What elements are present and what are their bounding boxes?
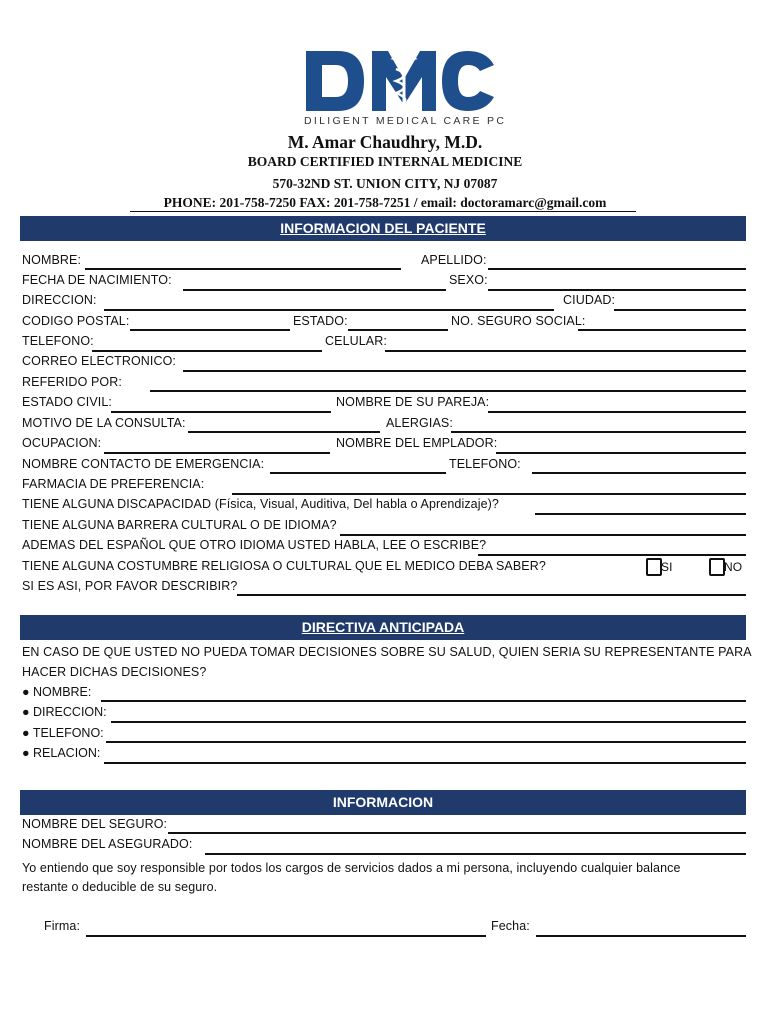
label-rep-nombre: NOMBRE: <box>33 685 92 699</box>
label-seguro: NOMBRE DEL SEGURO: <box>22 817 168 831</box>
logo <box>300 45 507 130</box>
responsibility-note-line2: restante o deducible de su seguro. <box>22 880 218 894</box>
label-ocupacion: OCUPACION: <box>22 436 102 450</box>
field-asegurado[interactable] <box>205 853 746 855</box>
label-costumbre: TIENE ALGUNA COSTUMBRE RELIGIOSA O CULTURAL QUE EL MEDICO DEBA SABER? <box>22 559 546 573</box>
field-rep-nombre[interactable] <box>101 700 746 702</box>
field-alergias[interactable] <box>451 431 746 433</box>
field-nombre[interactable] <box>85 268 401 270</box>
label-sexo: SEXO: <box>449 273 488 287</box>
bullet-nombre: ● NOMBRE: <box>22 685 92 699</box>
field-referido[interactable] <box>150 390 746 392</box>
label-barrera: TIENE ALGUNA BARRERA CULTURAL O DE IDIOMA? <box>22 518 337 532</box>
label-alergias: ALERGIAS: <box>386 416 453 430</box>
label-codigo-postal: CODIGO POSTAL: <box>22 314 130 328</box>
field-barrera[interactable] <box>340 534 746 536</box>
bullet-telefono: ● TELEFONO: <box>22 726 104 740</box>
field-codigo-postal[interactable] <box>130 329 290 331</box>
label-direccion: DIRECCION: <box>22 293 97 307</box>
field-fecha-nacimiento[interactable] <box>183 289 446 291</box>
label-describir: SI ES ASI, POR FAVOR DESCRIBIR? <box>22 579 238 593</box>
label-contacto-emergencia: NOMBRE CONTACTO DE EMERGENCIA: <box>22 457 265 471</box>
label-celular: CELULAR: <box>325 334 387 348</box>
label-fecha: Fecha: <box>491 919 530 933</box>
field-correo[interactable] <box>183 370 746 372</box>
label-apellido: APELLIDO: <box>421 253 487 267</box>
bullet-relacion: ● RELACION: <box>22 746 101 760</box>
label-no: NO <box>724 560 743 574</box>
header-divider <box>130 211 636 212</box>
label-motivo: MOTIVO DE LA CONSULTA: <box>22 416 186 430</box>
label-discapacidad: TIENE ALGUNA DISCAPACIDAD (Física, Visual, Auditiva, Del habla o Aprendizaje)? <box>22 497 499 511</box>
label-farmacia: FARMACIA DE PREFERENCIA: <box>22 477 205 491</box>
section-header-informacion: INFORMACION <box>20 790 746 815</box>
field-pareja[interactable] <box>488 411 746 413</box>
field-estado-civil[interactable] <box>111 411 331 413</box>
field-apellido[interactable] <box>488 268 746 270</box>
label-rep-relacion: RELACION: <box>33 746 101 760</box>
label-correo: CORREO ELECTRONICO: <box>22 354 176 368</box>
label-estado: ESTADO: <box>293 314 348 328</box>
label-telefono: TELEFONO: <box>22 334 94 348</box>
label-seguro-social: NO. SEGURO SOCIAL: <box>451 314 586 328</box>
field-rep-telefono[interactable] <box>106 741 746 743</box>
responsibility-note-line1: Yo entiendo que soy responsible por todos los cargos de servicios dados a mi persona, incluyendo cualquier balance <box>22 861 681 875</box>
field-telefono-emergencia[interactable] <box>532 472 746 474</box>
label-referido: REFERIDO POR: <box>22 375 122 389</box>
directiva-question-line1: EN CASO DE QUE USTED NO PUEDA TOMAR DECISIONES SOBRE SU SALUD, QUIEN SERIA SU REPRESENTANTE PARA <box>22 645 752 659</box>
field-ciudad[interactable] <box>614 309 746 311</box>
logo-tagline: DILIGENT MEDICAL CARE PC <box>304 115 507 127</box>
field-motivo[interactable] <box>188 431 380 433</box>
address: 570-32ND ST. UNION CITY, NJ 07087 <box>272 176 498 191</box>
field-firma[interactable] <box>86 935 486 937</box>
specialty: BOARD CERTIFIED INTERNAL MEDICINE <box>247 154 523 169</box>
field-describir[interactable] <box>237 594 746 596</box>
label-firma: Firma: <box>44 919 81 933</box>
field-direccion[interactable] <box>104 309 554 311</box>
checkbox-no[interactable] <box>709 558 725 576</box>
bullet-direccion: ● DIRECCION: <box>22 705 107 719</box>
field-discapacidad[interactable] <box>535 513 746 515</box>
field-idioma[interactable] <box>478 554 746 556</box>
field-rep-relacion[interactable] <box>104 762 746 764</box>
field-celular[interactable] <box>385 350 746 352</box>
label-telefono-emergencia: TELEFONO: <box>449 457 521 471</box>
label-rep-direccion: DIRECCION: <box>33 705 107 719</box>
label-asegurado: NOMBRE DEL ASEGURADO: <box>22 837 193 851</box>
field-seguro-social[interactable] <box>578 329 746 331</box>
field-rep-direccion[interactable] <box>111 721 746 723</box>
directiva-question-line2: HACER DICHAS DECISIONES? <box>22 665 207 679</box>
field-estado[interactable] <box>348 329 448 331</box>
field-contacto-emergencia[interactable] <box>270 472 446 474</box>
field-fecha[interactable] <box>536 935 746 937</box>
section-header-patient: INFORMACION DEL PACIENTE <box>20 216 746 241</box>
label-empleador: NOMBRE DEL EMPLADOR: <box>336 436 498 450</box>
dmc-logo-icon <box>300 45 500 117</box>
field-seguro[interactable] <box>168 832 746 834</box>
field-ocupacion[interactable] <box>104 452 330 454</box>
field-farmacia[interactable] <box>232 493 746 495</box>
label-si: SI <box>661 560 673 574</box>
doctor-name: M. Amar Chaudhry, M.D. <box>287 132 483 152</box>
contact-line: PHONE: 201-758-7250 FAX: 201-758-7251 / email: doctoramarc@gmail.com <box>163 195 607 210</box>
label-fecha-nacimiento: FECHA DE NACIMIENTO: <box>22 273 172 287</box>
label-ciudad: CIUDAD: <box>563 293 616 307</box>
label-nombre: NOMBRE: <box>22 253 82 267</box>
label-rep-telefono: TELEFONO: <box>32 726 104 740</box>
label-idioma: ADEMAS DEL ESPAÑOL QUE OTRO IDIOMA USTED HABLA, LEE O ESCRIBE? <box>22 538 487 552</box>
checkbox-si[interactable] <box>646 558 662 576</box>
label-pareja: NOMBRE DE SU PAREJA: <box>336 395 490 409</box>
field-sexo[interactable] <box>488 289 746 291</box>
field-empleador[interactable] <box>496 452 746 454</box>
section-header-directiva: DIRECTIVA ANTICIPADA <box>20 615 746 640</box>
field-telefono[interactable] <box>92 350 322 352</box>
label-estado-civil: ESTADO CIVIL: <box>22 395 112 409</box>
